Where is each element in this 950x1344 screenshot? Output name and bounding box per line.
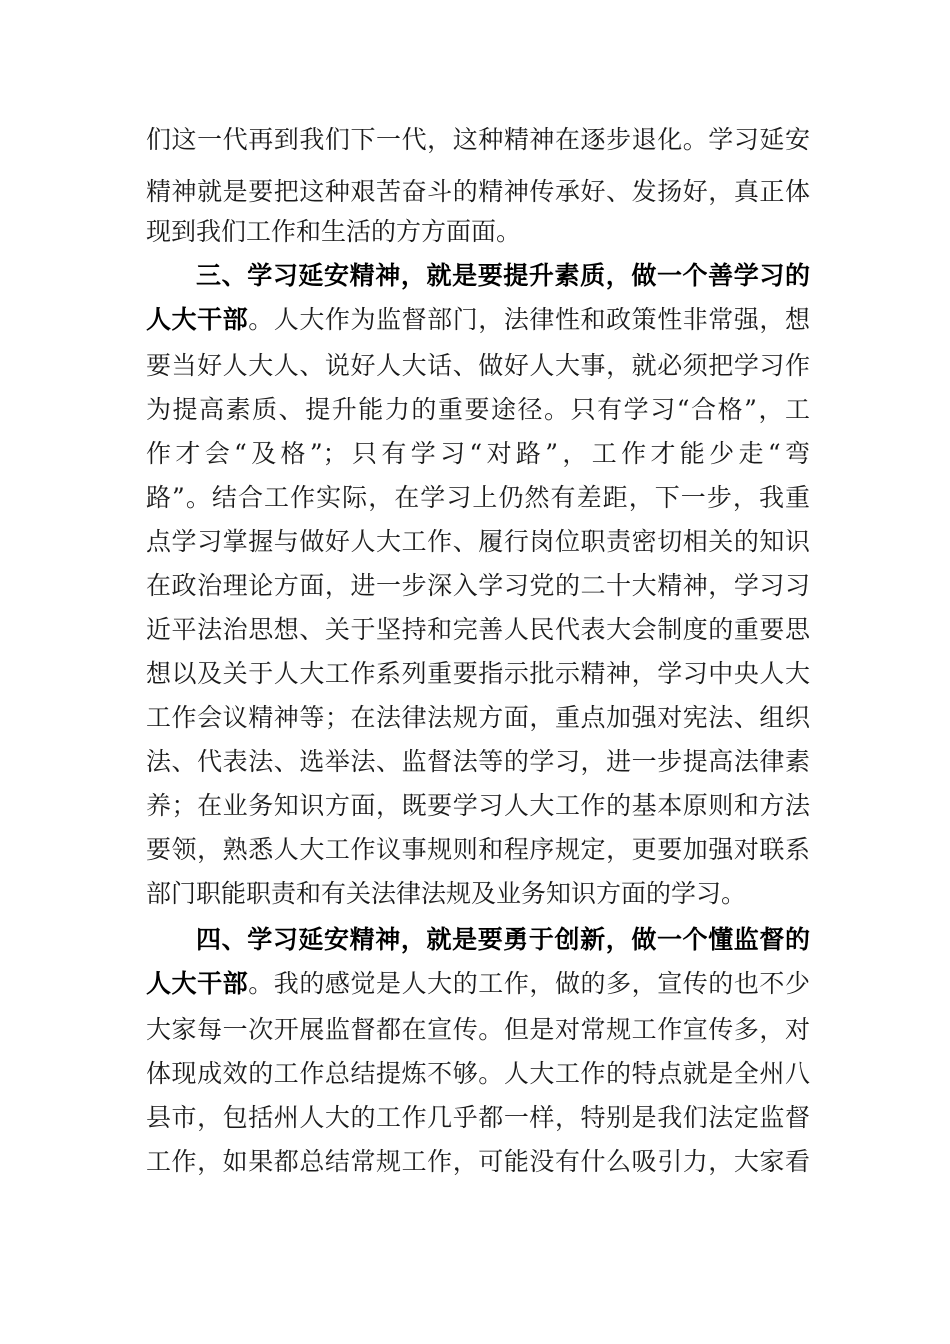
text-line: 精神就是要把这种艰苦奋斗的精神传承好、发扬好，真正体 [146, 177, 810, 206]
text-line: 点学习掌握与做好人大工作、履行岗位职责密切相关的知识 [146, 527, 810, 556]
text-line: 现到我们工作和生活的方方面面。 [146, 217, 522, 246]
text-line: 大家每一次开展监督都在宣传。但是对常规工作宣传多，对 [146, 1015, 810, 1044]
text-line: 工作会议精神等；在法律法规方面，重点加强对宪法、组织 [146, 703, 810, 732]
section-heading-3: 三、学习延安精神，就是要提升素质，做一个善学习的 [196, 261, 810, 290]
section-4-lead-text: 。我的感觉是人大的工作，做的多，宣传的也不少 [248, 969, 810, 998]
text-line: 工作，如果都总结常规工作，可能没有什么吸引力，大家看 [146, 1147, 810, 1176]
section-3-lead-text: 。人大作为监督部门，法律性和政策性非常强，想 [248, 305, 810, 334]
text-line: 养；在业务知识方面，既要学习人大工作的基本原则和方法 [146, 791, 810, 820]
section-3-heading-continuation: 人大干部 [146, 305, 249, 334]
text-line: 县市，包括州人大的工作几乎都一样，特别是我们法定监督 [146, 1103, 810, 1132]
text-line: 为提高素质、提升能力的重要途径。只有学习“合格”，工 [146, 395, 810, 424]
text-line: 作才会“及格”；只有学习“对路”，工作才能少走“弯 [146, 439, 810, 468]
text-line: 路”。结合工作实际，在学习上仍然有差距，下一步，我重 [146, 483, 810, 512]
text-line: 要领，熟悉人大工作议事规则和程序规定，更要加强对联系 [146, 835, 810, 864]
text-line: 部门职能职责和有关法律法规及业务知识方面的学习。 [146, 879, 747, 908]
text-line: 想以及关于人大工作系列重要指示批示精神，学习中央人大 [146, 659, 810, 688]
text-line: 要当好人大人、说好人大话、做好人大事，就必须把学习作 [146, 351, 810, 380]
section-4-heading-continuation: 人大干部 [146, 969, 249, 998]
section-3-lead-line [146, 300, 810, 340]
text-line: 们这一代再到我们下一代，这种精神在逐步退化。学习延安 [146, 125, 810, 154]
section-heading-4: 四、学习延安精神，就是要勇于创新，做一个懂监督的 [196, 925, 810, 954]
text-line: 体现成效的工作总结提炼不够。人大工作的特点就是全州八 [146, 1059, 810, 1088]
text-line: 在政治理论方面，进一步深入学习党的二十大精神，学习习 [146, 571, 810, 600]
section-4-lead-line [146, 964, 810, 1004]
text-line: 近平法治思想、关于坚持和完善人民代表大会制度的重要思 [146, 615, 810, 644]
text-line: 法、代表法、选举法、监督法等的学习，进一步提高法律素 [146, 747, 810, 776]
